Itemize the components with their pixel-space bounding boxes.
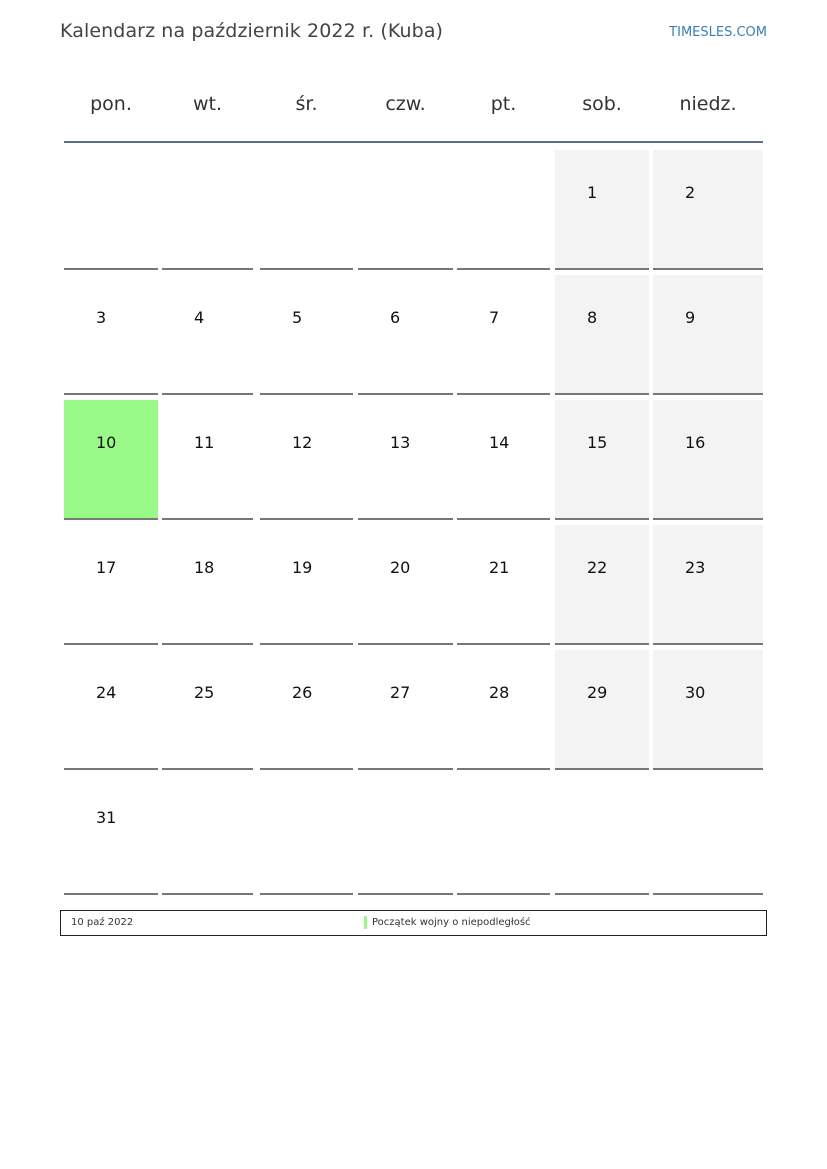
day-number: 14 — [489, 433, 510, 452]
legend-color-marker — [364, 916, 367, 929]
empty-day-cell — [260, 775, 353, 895]
day-cell-5[interactable] — [260, 275, 353, 395]
day-number: 30 — [685, 683, 706, 702]
empty-day-cell — [457, 775, 550, 895]
day-number: 15 — [587, 433, 608, 452]
empty-day-cell — [162, 775, 253, 895]
day-cell-7[interactable] — [457, 275, 550, 395]
day-number: 5 — [292, 308, 303, 327]
weekday-label: pt. — [490, 93, 517, 115]
day-number: 29 — [587, 683, 608, 702]
weekday-header-row — [64, 80, 763, 140]
weekday-label: sob. — [582, 93, 622, 115]
legend-date: 10 paź 2022 — [71, 917, 134, 928]
day-number: 9 — [685, 308, 696, 327]
day-number: 20 — [390, 558, 411, 577]
empty-day-cell — [358, 775, 453, 895]
day-cell-24[interactable] — [64, 650, 158, 770]
weekday-label: śr. — [295, 93, 318, 115]
day-cell-2[interactable] — [653, 150, 763, 270]
day-cell-3[interactable] — [64, 275, 158, 395]
empty-day-cell — [260, 150, 353, 270]
day-number: 16 — [685, 433, 706, 452]
day-cell-21[interactable] — [457, 525, 550, 645]
weekday-label: pon. — [90, 93, 132, 115]
day-cell-15[interactable] — [555, 400, 649, 520]
day-cell-31[interactable] — [64, 775, 158, 895]
day-cell-6[interactable] — [358, 275, 453, 395]
day-number: 21 — [489, 558, 510, 577]
day-cell-22[interactable] — [555, 525, 649, 645]
holiday-legend — [60, 910, 767, 936]
day-cell-30[interactable] — [653, 650, 763, 770]
weekday-label: niedz. — [679, 93, 737, 115]
day-number: 8 — [587, 308, 598, 327]
day-number: 11 — [194, 433, 215, 452]
empty-day-cell — [64, 150, 158, 270]
day-number: 27 — [390, 683, 411, 702]
day-cell-4[interactable] — [162, 275, 253, 395]
day-number: 2 — [685, 183, 696, 202]
day-number: 25 — [194, 683, 215, 702]
day-cell-20[interactable] — [358, 525, 453, 645]
brand-link[interactable]: TIMESLES.COM — [669, 25, 767, 40]
weekday-label: czw. — [385, 93, 426, 115]
empty-day-cell — [457, 150, 550, 270]
day-cell-27[interactable] — [358, 650, 453, 770]
day-cell-25[interactable] — [162, 650, 253, 770]
day-cell-1[interactable] — [555, 150, 649, 270]
day-number: 23 — [685, 558, 706, 577]
day-number: 31 — [96, 808, 117, 827]
day-number: 13 — [390, 433, 411, 452]
day-cell-16[interactable] — [653, 400, 763, 520]
header-divider — [64, 141, 763, 143]
day-cell-9[interactable] — [653, 275, 763, 395]
day-number: 10 — [96, 433, 117, 452]
day-number: 28 — [489, 683, 510, 702]
weekday-label: wt. — [192, 93, 223, 115]
day-cell-13[interactable] — [358, 400, 453, 520]
day-number: 26 — [292, 683, 313, 702]
legend-holiday-name: Początek wojny o niepodległość — [372, 917, 531, 928]
day-number: 22 — [587, 558, 608, 577]
day-cell-10[interactable] — [64, 400, 158, 520]
day-number: 24 — [96, 683, 117, 702]
page-title: Kalendarz na październik 2022 r. (Kuba) — [60, 20, 444, 42]
empty-day-cell — [653, 775, 763, 895]
day-cell-17[interactable] — [64, 525, 158, 645]
day-number: 6 — [390, 308, 401, 327]
day-cell-11[interactable] — [162, 400, 253, 520]
day-number: 4 — [194, 308, 205, 327]
empty-day-cell — [555, 775, 649, 895]
day-cell-8[interactable] — [555, 275, 649, 395]
day-number: 17 — [96, 558, 117, 577]
empty-day-cell — [162, 150, 253, 270]
day-cell-28[interactable] — [457, 650, 550, 770]
day-number: 3 — [96, 308, 107, 327]
day-cell-29[interactable] — [555, 650, 649, 770]
day-cell-18[interactable] — [162, 525, 253, 645]
day-cell-14[interactable] — [457, 400, 550, 520]
day-number: 1 — [587, 183, 598, 202]
day-cell-23[interactable] — [653, 525, 763, 645]
day-cell-12[interactable] — [260, 400, 353, 520]
day-cell-26[interactable] — [260, 650, 353, 770]
day-number: 18 — [194, 558, 215, 577]
day-number: 7 — [489, 308, 500, 327]
day-number: 12 — [292, 433, 313, 452]
day-cell-19[interactable] — [260, 525, 353, 645]
day-number: 19 — [292, 558, 313, 577]
empty-day-cell — [358, 150, 453, 270]
